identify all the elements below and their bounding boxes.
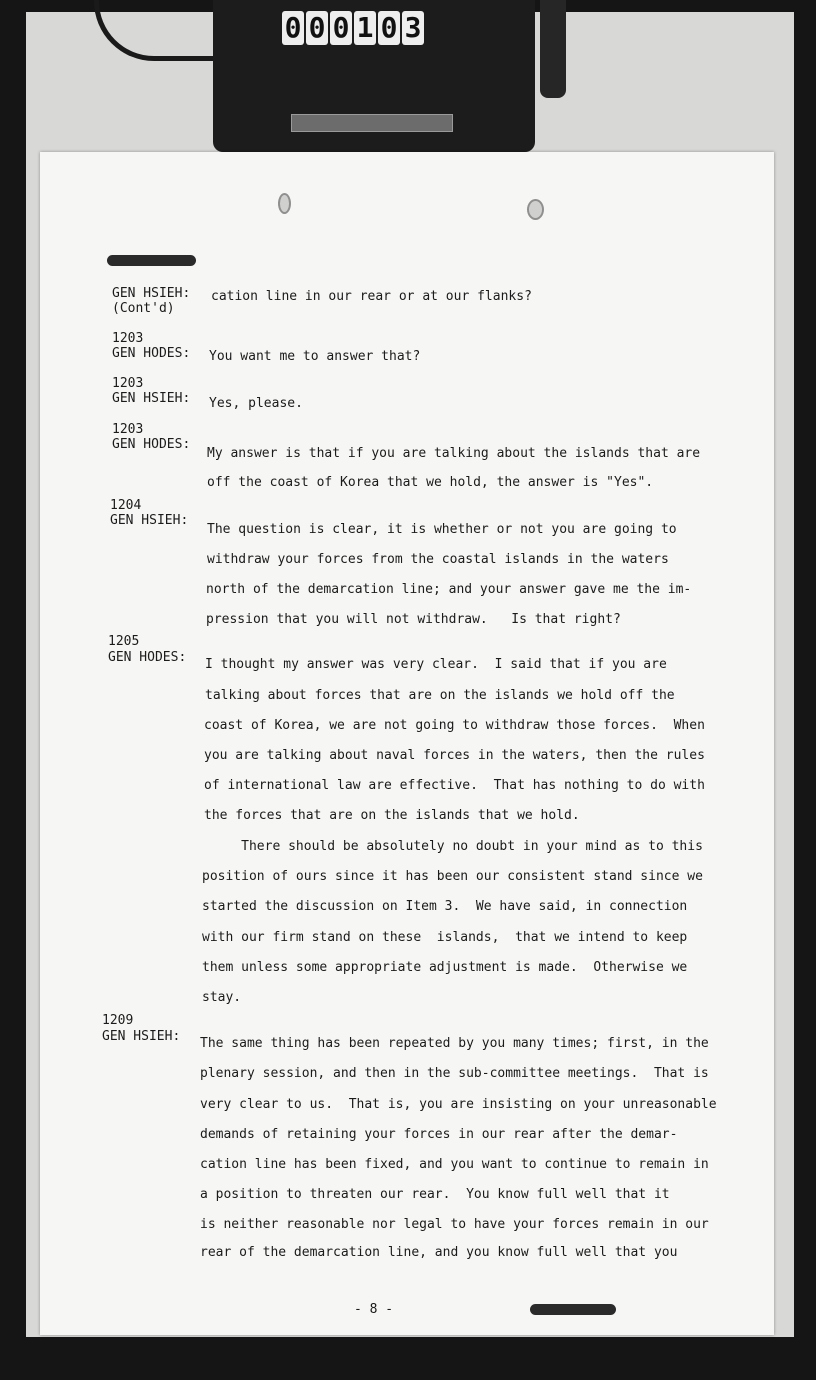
counter-digit: 0	[378, 11, 400, 45]
transcript-line: My answer is that if you are talking about the islands that are	[207, 446, 701, 461]
counter-slot	[291, 114, 453, 132]
transcript-line: started the discussion on Item 3. We have said, in connection	[202, 899, 688, 914]
transcript-line: them unless some appropriate adjustment is made. Otherwise we	[202, 960, 688, 975]
speaker-note: (Cont'd)	[112, 301, 175, 316]
punch-hole-right	[527, 199, 544, 220]
transcript-line: withdraw your forces from the coastal islands in the waters	[207, 552, 669, 567]
counter-digit: 1	[354, 11, 376, 45]
timestamp: 1203	[112, 331, 144, 346]
transcript-line: plenary session, and then in the sub-committee meetings. That is	[200, 1066, 709, 1081]
speaker-label: GEN HSIEH:	[112, 286, 191, 301]
transcript-line: demands of retaining your forces in our rear after the demar-	[200, 1127, 678, 1142]
transcript-line: a position to threaten our rear. You know full well that it	[200, 1187, 670, 1202]
transcript-line: The same thing has been repeated by you many times; first, in the	[200, 1036, 709, 1051]
transcript-line: is neither reasonable nor legal to have your forces remain in our	[200, 1217, 709, 1232]
transcript-line: position of ours since it has been our consistent stand since we	[202, 869, 703, 884]
transcript-line: of international law are effective. That has nothing to do with	[204, 778, 705, 793]
timestamp: 1209	[102, 1013, 134, 1028]
transcript-line: coast of Korea, we are not going to withdraw those forces. When	[204, 718, 705, 733]
speaker-label: GEN HODES:	[108, 650, 187, 665]
counter-digit: 0	[330, 11, 352, 45]
transcript-line: There should be absolutely no doubt in your mind as to this	[202, 839, 703, 854]
transcript-line: stay.	[202, 990, 242, 1005]
counter-digit: 3	[402, 11, 424, 45]
transcript-line: cation line has been fixed, and you want to continue to remain in	[200, 1157, 709, 1172]
transcript-line: rear of the demarcation line, and you know full well that you	[200, 1245, 678, 1260]
speaker-label: GEN HODES:	[112, 346, 191, 361]
redaction-mark-top	[107, 255, 196, 266]
speaker-label: GEN HSIEH:	[102, 1029, 181, 1044]
counter-knob	[540, 0, 566, 98]
transcript-line: the forces that are on the islands that we hold.	[204, 808, 580, 823]
transcript-line: talking about forces that are on the islands we hold off the	[205, 688, 675, 703]
timestamp: 1203	[112, 376, 144, 391]
transcript-line: The question is clear, it is whether or not you are going to	[207, 522, 677, 537]
transcript-line: pression that you will not withdraw. Is that right?	[206, 612, 621, 627]
transcript-line: with our firm stand on these islands, that we intend to keep	[202, 930, 688, 945]
speaker-label: GEN HSIEH:	[112, 391, 191, 406]
speaker-label: GEN HSIEH:	[110, 513, 189, 528]
transcript-line: Yes, please.	[209, 396, 303, 411]
timestamp: 1203	[112, 422, 144, 437]
punch-hole-left	[278, 193, 291, 214]
speaker-label: GEN HODES:	[112, 437, 191, 452]
page-number: - 8 -	[354, 1302, 394, 1317]
timestamp: 1205	[108, 634, 140, 649]
transcript-line: you are talking about naval forces in the waters, then the rules	[204, 748, 705, 763]
counter-digit: 0	[282, 11, 304, 45]
timestamp: 1204	[110, 498, 142, 513]
counter-digit: 0	[306, 11, 328, 45]
transcript-line: very clear to us. That is, you are insisting on your unreasonable	[200, 1097, 717, 1112]
transcript-line: north of the demarcation line; and your answer gave me the im-	[206, 582, 692, 597]
counter-digits	[282, 11, 424, 45]
transcript-line: cation line in our rear or at our flanks?	[211, 289, 532, 304]
transcript-line: You want me to answer that?	[209, 349, 421, 364]
redaction-mark-bottom	[530, 1304, 616, 1315]
transcript-line: I thought my answer was very clear. I said that if you are	[205, 657, 667, 672]
transcript-line: off the coast of Korea that we hold, the answer is "Yes".	[207, 475, 654, 490]
